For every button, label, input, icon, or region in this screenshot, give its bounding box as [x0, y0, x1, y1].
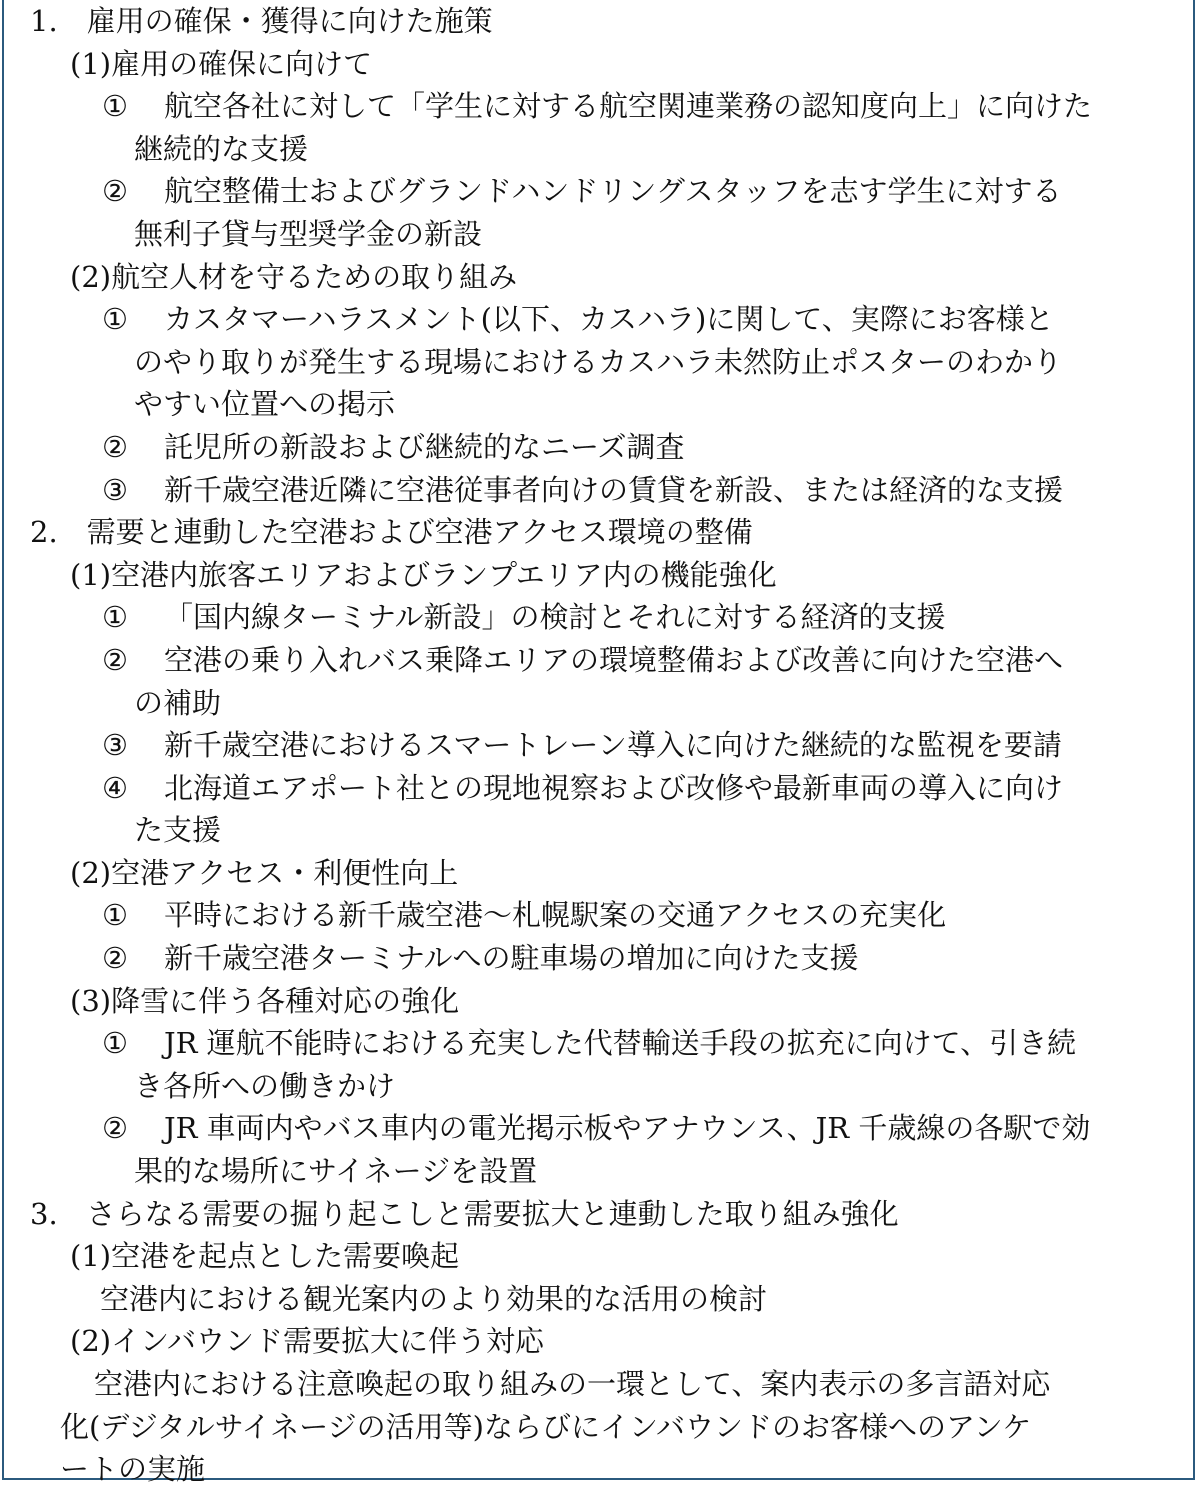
item-text: 北海道エアポート社との現地視察および改修や最新車両の導入に向け	[164, 770, 1064, 805]
list-item	[0, 937, 1200, 980]
item-text-continuation: 果的な場所にサイネージを設置	[134, 1154, 538, 1189]
item-text-continuation: き各所への働きかけ	[134, 1068, 396, 1103]
subsection-heading: (1)雇用の確保に向けて	[70, 46, 373, 81]
item-marker: ②	[102, 941, 128, 976]
item-marker: ③	[102, 472, 128, 507]
item-text-continuation: やすい位置への掲示	[134, 387, 396, 422]
item-text-continuation: 継続的な支援	[134, 131, 309, 166]
item-text-continuation: の補助	[134, 685, 222, 720]
item-marker: ①	[102, 89, 128, 124]
item-text: 航空整備士およびグランドハンドリングスタッフを志す学生に対する	[164, 174, 1062, 209]
item-text: 新千歳空港におけるスマートレーン導入に向けた継続的な監視を要請	[164, 728, 1062, 763]
paragraph-text: ートの実施	[60, 1452, 206, 1487]
item-marker: ①	[102, 898, 128, 933]
list-item	[0, 639, 1200, 682]
item-text: 平時における新千歳空港～札幌駅案の交通アクセスの充実化	[164, 898, 947, 933]
item-text: JR 車両内やバス車内の電光掲示板やアナウンス、JR 千歳線の各駅で効	[164, 1111, 1091, 1146]
item-marker: ③	[102, 728, 128, 763]
subsection-heading: (2)インバウンド需要拡大に伴う対応	[70, 1324, 545, 1359]
list-item	[0, 724, 1200, 767]
list-item	[0, 767, 1200, 810]
paragraph-text: 空港内における注意喚起の取り組みの一環として、案内表示の多言語対応	[94, 1367, 1051, 1401]
item-text: 航空各社に対して「学生に対する航空関連業務の認知度向上」に向けた	[164, 89, 1093, 124]
section-heading: 3. さらなる需要の掘り起こしと需要拡大と連動した取り組み強化	[30, 1196, 899, 1231]
subsection-heading: (2)航空人材を守るための取り組み	[70, 259, 518, 294]
item-marker: ①	[102, 1026, 128, 1061]
subsection-heading: (3)降雪に伴う各種対応の強化	[70, 983, 460, 1018]
section-heading: 1. 雇用の確保・獲得に向けた施策	[30, 4, 493, 38]
list-item	[0, 1022, 1200, 1065]
item-marker: ①	[102, 600, 128, 635]
item-marker: ①	[102, 302, 128, 337]
subsection-heading: (1)空港内旅客エリアおよびランプエリア内の機能強化	[70, 557, 777, 592]
item-marker: ②	[102, 174, 128, 209]
item-marker: ④	[102, 770, 128, 805]
list-item	[0, 426, 1200, 469]
list-item	[0, 894, 1200, 937]
subsection-heading: (2)空港アクセス・利便性向上	[70, 855, 459, 890]
section-heading: 2. 需要と連動した空港および空港アクセス環境の整備	[30, 515, 753, 550]
item-text: 託児所の新設および継続的なニーズ調査	[164, 429, 685, 464]
paragraph-text: 化(デジタルサイネージの活用等)ならびにインバウンドのお客様へのアンケ	[60, 1409, 1032, 1444]
list-item	[0, 85, 1200, 128]
item-text: 新千歳空港近隣に空港従事者向けの賃貸を新設、または経済的な支援	[164, 472, 1064, 507]
list-item	[0, 170, 1200, 213]
list-item	[0, 298, 1200, 341]
item-marker: ②	[102, 429, 128, 464]
list-item	[0, 469, 1200, 512]
item-text-continuation: た支援	[134, 813, 222, 848]
item-text-continuation: のやり取りが発生する現場におけるカスハラ未然防止ポスターのわかり	[134, 344, 1063, 379]
list-item	[0, 1107, 1200, 1150]
item-text: カスタマーハラスメント(以下、カスハラ)に関して、実際にお客様と	[164, 302, 1054, 337]
item-text: 空港の乗り入れバス乗降エリアの環境整備および改善に向けた空港へ	[164, 642, 1064, 677]
plain-text: 空港内における観光案内のより効果的な活用の検討	[100, 1281, 768, 1316]
item-text: JR 運航不能時における充実した代替輸送手段の拡充に向けて、引き続	[164, 1026, 1077, 1061]
item-marker: ②	[102, 1111, 128, 1146]
item-text: 「国内線ターミナル新設」の検討とそれに対する経済的支援	[164, 600, 946, 635]
item-text-continuation: 無利子貸与型奨学金の新設	[134, 216, 483, 251]
subsection-heading: (1)空港を起点とした需要喚起	[70, 1239, 460, 1274]
item-text: 新千歳空港ターミナルへの駐車場の増加に向けた支援	[164, 941, 859, 976]
item-marker: ②	[102, 642, 128, 677]
list-item	[0, 596, 1200, 639]
